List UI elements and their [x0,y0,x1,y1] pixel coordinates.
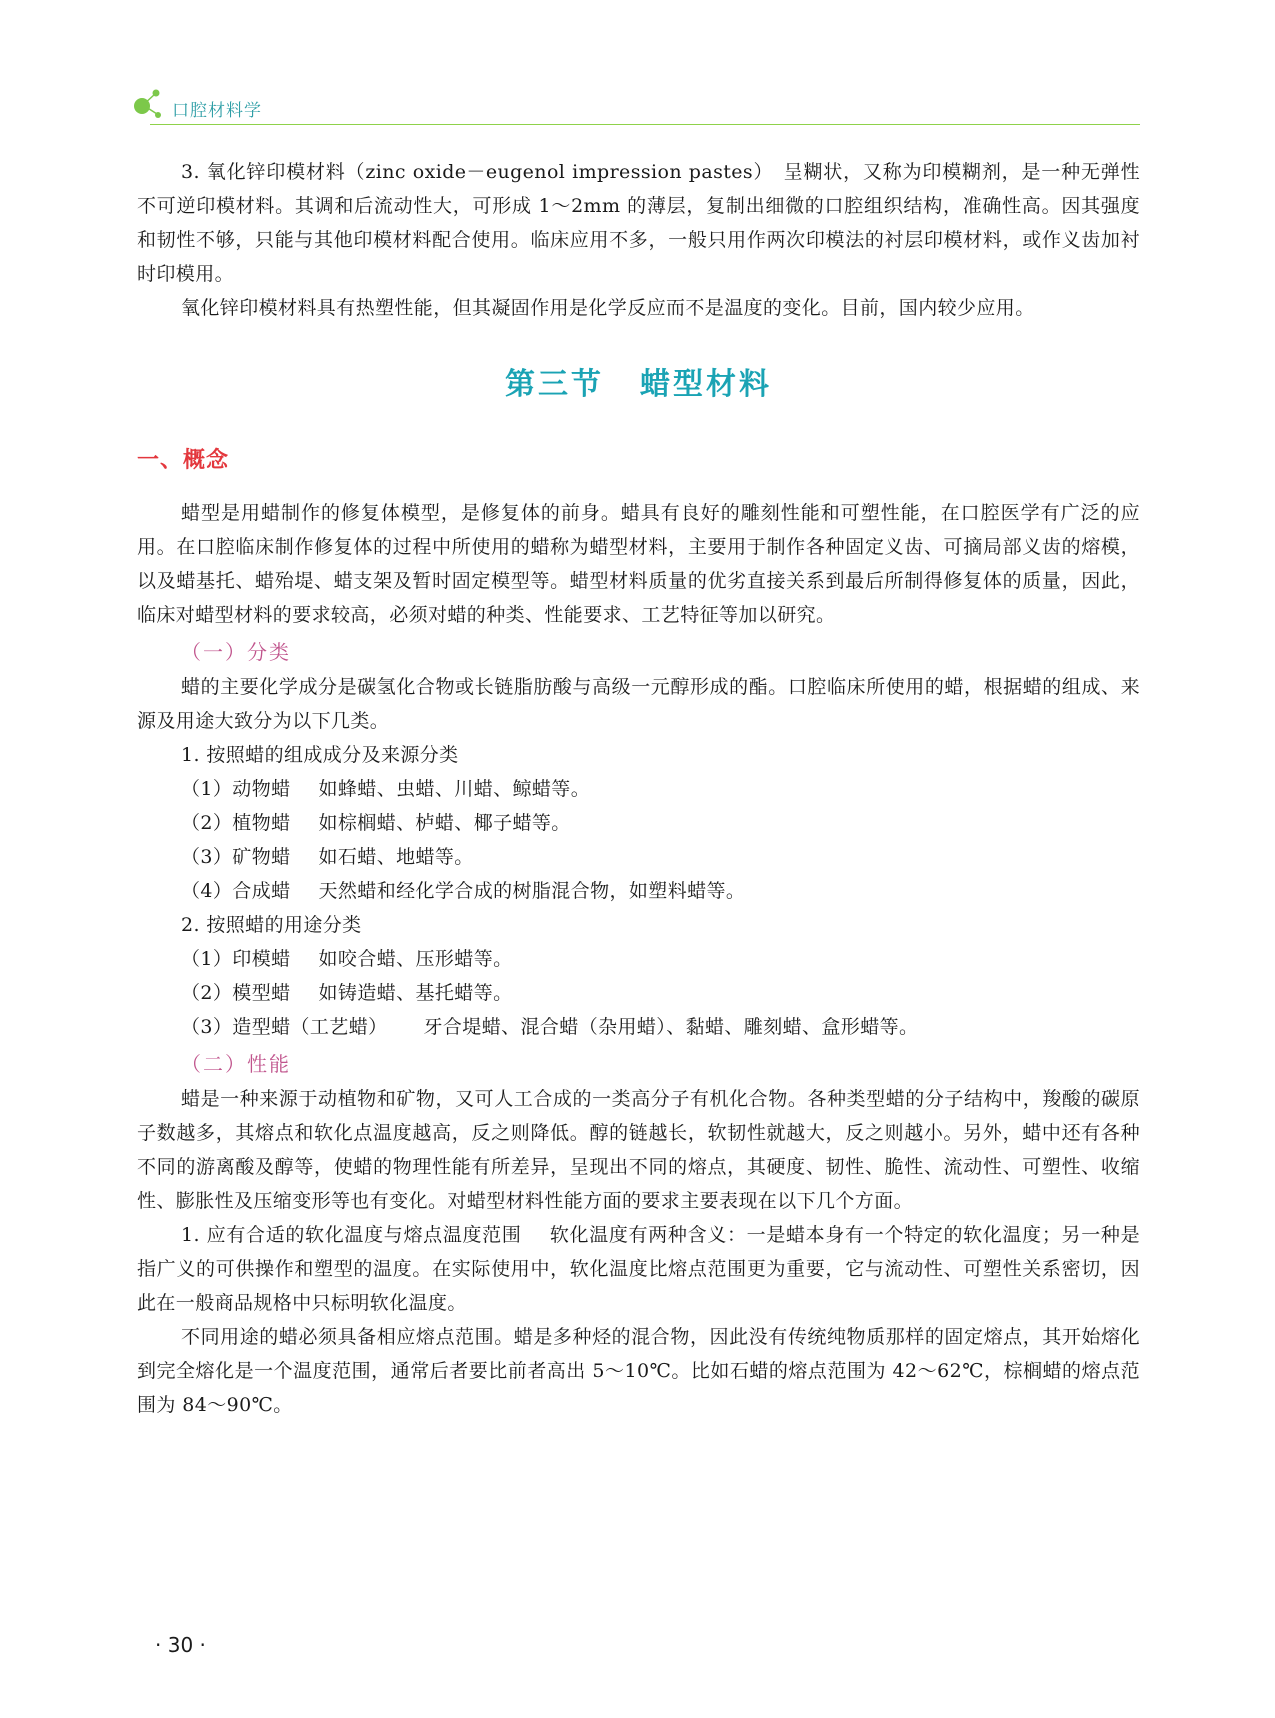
intro-paragraph-1: 3. 氧化锌印模材料（zinc oxide－eugenol impression pastes） 呈糊状，又称为印模糊剂，是一种无弹性不可逆印模材料。其调和后流动性大，可形成 1～2mm 的薄层，复制出细微的口腔组织结构，准确性高。因其强度和韧性不够，只能与其他印模材料配合使用。临床应用不多，一般只用作两次印模法的衬层印模材料，或作义齿加衬时印模用。 [137,161,1140,285]
molecule-logo-icon [131,88,165,122]
list-item [137,772,1140,806]
header-divider [150,124,1140,125]
list-item [137,1010,1140,1044]
concept-heading: 一、概念 [137,448,230,473]
item-label: （1）动物蜡 [181,778,291,800]
list-item [137,942,1140,976]
list-item [137,874,1140,908]
properties-point-title: 1. 应有合适的软化温度与熔点温度范围 [181,1224,522,1246]
section-name: 蜡型材料 [640,367,772,402]
intro-paragraph-2: 氧化锌印模材料具有热塑性能，但其凝固作用是化学反应而不是温度的变化。目前，国内较少应用。 [181,297,1035,319]
by-use-title: 2. 按照蜡的用途分类 [181,914,362,936]
item-label: （2）植物蜡 [181,812,291,834]
page-content [137,155,1140,1422]
properties-heading: （二）性能 [181,1052,291,1076]
section-title [137,359,1140,415]
properties-paragraph-1: 蜡是一种来源于动植物和矿物，又可人工合成的一类高分子有机化合物。各种类型蜡的分子结构中，羧酸的碳原子数越多，其熔点和软化点温度越高，反之则降低。醇的链越长，软韧性就越大，反之则越小。另外，蜡中还有各种不同的游离酸及醇等，使蜡的物理性能有所差异，呈现出不同的熔点，其硬度、韧性、脆性、流动性、可塑性、收缩性、膨胀性及压缩变形等也有变化。对蜡型材料性能方面的要求主要表现在以下几个方面。 [137,1088,1140,1212]
classification-paragraph: 蜡的主要化学成分是碳氢化合物或长链脂肪酸与高级一元醇形成的酯。口腔临床所使用的蜡，根据蜡的组成、来源及用途大致分为以下几类。 [137,676,1140,732]
list-item [137,840,1140,874]
properties-point-text: 软化温度有两种含义：一是蜡本身有一个特定的软化温度；另一种是指广义的可供操作和塑型的温度。在实际使用中，软化温度比熔点范围更为重要，它与流动性、可塑性关系密切，因此在一般商品规格中只标明软化温度。 [137,1224,1140,1314]
item-label: （3）矿物蜡 [181,846,291,868]
item-text: 如石蜡、地蜡等。 [318,846,474,868]
item-text: 天然蜡和经化学合成的树脂混合物，如塑料蜡等。 [318,880,746,902]
section-number: 第三节 [505,367,604,402]
item-text: 如铸造蜡、基托蜡等。 [318,982,513,1004]
by-source-title: 1. 按照蜡的组成成分及来源分类 [181,744,459,766]
concept-paragraph: 蜡型是用蜡制作的修复体模型，是修复体的前身。蜡具有良好的雕刻性能和可塑性能，在口腔医学有广泛的应用。在口腔临床制作修复体的过程中所使用的蜡称为蜡型材料，主要用于制作各种固定义齿、可摘局部义齿的熔模，以及蜡基托、蜡殆堤、蜡支架及暂时固定模型等。蜡型材料质量的优劣直接关系到最后所制得修复体的质量，因此，临床对蜡型材料的要求较高，必须对蜡的种类、性能要求、工艺特征等加以研究。 [137,502,1140,626]
list-item [137,806,1140,840]
properties-paragraph-2 [137,1218,1140,1320]
book-title: 口腔材料学 [172,101,262,121]
page-number: · 30 · [155,1633,206,1657]
list-item [137,976,1140,1010]
item-label: （1）印模蜡 [181,948,291,970]
properties-paragraph-3: 不同用途的蜡必须具备相应熔点范围。蜡是多种烃的混合物，因此没有传统纯物质那样的固定熔点，其开始熔化到完全熔化是一个温度范围，通常后者要比前者高出 5～10℃。比如石蜡的熔点范围为 42～62℃，棕榈蜡的熔点范围为 84～90℃。 [137,1326,1140,1416]
item-label: （2）模型蜡 [181,982,291,1004]
item-text: 如蜂蜡、虫蜡、川蜡、鲸蜡等。 [318,778,591,800]
classification-heading: （一）分类 [181,640,291,664]
item-label: （3）造型蜡（工艺蜡） [181,1016,388,1038]
item-text: 如棕榈蜡、栌蜡、椰子蜡等。 [318,812,571,834]
item-label: （4）合成蜡 [181,880,291,902]
item-text: 牙合堤蜡、混合蜡（杂用蜡）、黏蜡、雕刻蜡、盒形蜡等。 [423,1016,919,1038]
item-text: 如咬合蜡、压形蜡等。 [318,948,513,970]
